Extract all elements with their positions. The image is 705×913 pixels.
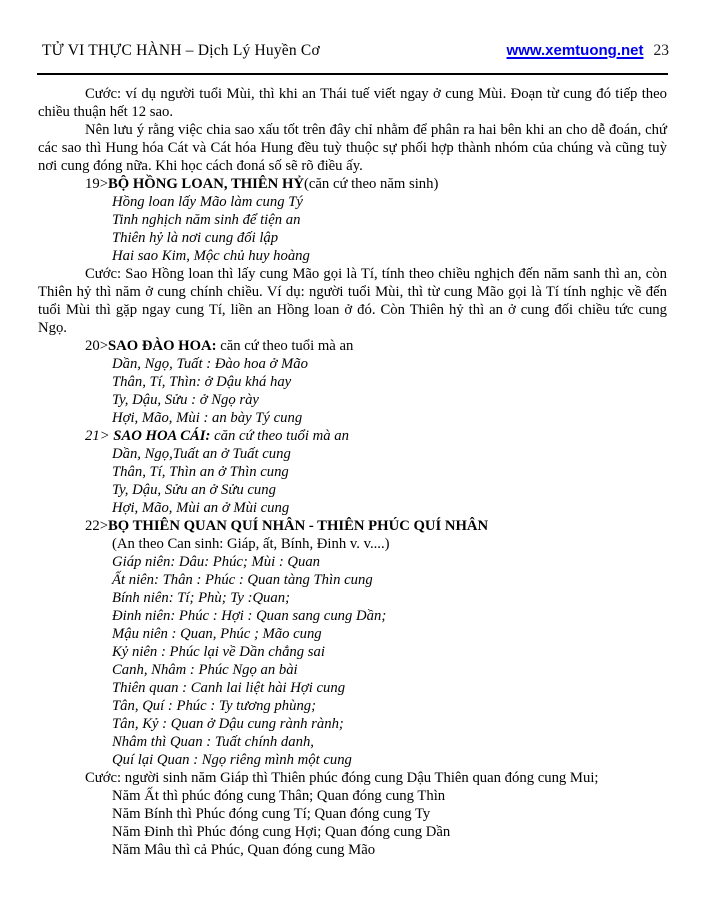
website-link[interactable]: www.xemtuong.net bbox=[506, 42, 644, 59]
verse-line bbox=[112, 391, 667, 409]
text-segment: Hai sao Kim, Mộc chủ huy hoàng bbox=[112, 248, 310, 264]
text-segment: căn cứ theo tuổi mà an bbox=[210, 428, 349, 444]
text-segment: căn cứ theo tuổi mà an bbox=[216, 338, 354, 354]
verse-line bbox=[112, 499, 667, 517]
header-right bbox=[507, 42, 669, 60]
text-segment: Thiên hỷ là nơi cung đối lập bbox=[112, 230, 279, 246]
verse-line bbox=[112, 751, 667, 769]
verse-line bbox=[112, 193, 667, 211]
verse-line bbox=[112, 571, 667, 589]
text-segment: Thiên quan : Canh lai liệt hài Hợi cung bbox=[112, 680, 346, 696]
section-heading-22 bbox=[38, 517, 667, 535]
text-segment: Nhâm thì Quan : Tuất chính danh, bbox=[112, 734, 314, 750]
text-segment: Tinh nghịch năm sinh để tiện an bbox=[112, 212, 301, 228]
text-segment: 22> bbox=[85, 518, 108, 534]
text-segment: Quí lại Quan : Ngọ riêng mình một cung bbox=[112, 752, 352, 768]
text-segment: Hồng loan lấy Mão làm cung Tý bbox=[112, 194, 303, 210]
paragraph bbox=[38, 265, 667, 337]
section-heading-19 bbox=[38, 175, 667, 193]
verse-line bbox=[112, 481, 667, 499]
page-number: 23 bbox=[653, 42, 669, 59]
text-segment: Năm Mâu thì cả Phúc, Quan đóng cung Mão bbox=[112, 842, 376, 858]
text-segment: Ty, Dậu, Sửu : ở Ngọ rày bbox=[112, 392, 259, 408]
verse-line bbox=[112, 445, 667, 463]
text-segment: SAO ĐÀO HOA: bbox=[107, 338, 217, 354]
text-segment: BỌ THIÊN QUAN QUÍ NHÂN - THIÊN PHÚC QUÍ NHÂN bbox=[107, 518, 489, 534]
verse-line bbox=[112, 733, 667, 751]
text-segment: Kỷ niên : Phúc lại về Dần chẳng sai bbox=[112, 644, 325, 660]
text-segment: Nên lưu ý rằng việc chia sao xấu tốt trên đây chỉ nhằm để phân ra hai bên khi an cho dễ đoán, chứ các sao thì Hung hóa Cát và Cát hóa Hung đều tuỳ thuộc sự phối hợp thành nhóm của chúng và cũng tuỳ nơi cung đóng nữa. Khi học cách đoná số sẽ rõ điều ấy. bbox=[38, 122, 667, 174]
text-segment: Giáp niên: Dâu: Phúc; Mùi : Quan bbox=[112, 554, 321, 570]
verse-line bbox=[112, 355, 667, 373]
note-line bbox=[112, 805, 667, 823]
note-line bbox=[112, 823, 667, 841]
text-segment: Tân, Quí : Phúc : Ty tương phùng; bbox=[112, 698, 317, 714]
verse-line bbox=[112, 643, 667, 661]
text-segment: Dần, Ngọ, Tuất : Đào hoa ở Mão bbox=[112, 356, 308, 372]
text-segment: (căn cứ theo năm sinh) bbox=[304, 176, 439, 192]
text-segment: 21> bbox=[85, 428, 114, 444]
text-segment: Năm Bính thì Phúc đóng cung Tí; Quan đóng cung Ty bbox=[112, 806, 431, 822]
text-segment: 19> bbox=[85, 176, 108, 192]
verse-line bbox=[112, 211, 667, 229]
text-segment: 20> bbox=[85, 338, 108, 354]
text-segment: Mậu niên : Quan, Phúc ; Mão cung bbox=[112, 626, 322, 642]
verse-line bbox=[112, 607, 667, 625]
text-segment: Dần, Ngọ,Tuất an ở Tuất cung bbox=[112, 446, 291, 462]
text-segment: SAO HOA CÁI: bbox=[113, 428, 211, 444]
text-segment: BỘ HỒNG LOAN, THIÊN HỶ bbox=[107, 176, 304, 192]
verse-line bbox=[112, 409, 667, 427]
verse-line bbox=[112, 625, 667, 643]
text-segment: Cước: người sinh năm Giáp thì Thiên phúc đóng cung Dậu Thiên quan đóng cung Mui; bbox=[85, 770, 599, 786]
verse-line bbox=[112, 589, 667, 607]
verse-line bbox=[112, 715, 667, 733]
text-segment: Bính niên: Tí; Phù; Ty :Quan; bbox=[112, 590, 290, 606]
verse-line bbox=[112, 373, 667, 391]
note-line bbox=[112, 841, 667, 859]
section-heading-21 bbox=[38, 427, 667, 445]
page-header bbox=[42, 42, 669, 60]
verse-line bbox=[112, 661, 667, 679]
text-segment: Năm Ất thì phúc đóng cung Thân; Quan đóng cung Thìn bbox=[112, 788, 446, 804]
note-line bbox=[112, 787, 667, 805]
verse-line bbox=[112, 463, 667, 481]
text-segment: Năm Đinh thì Phúc đóng cung Hợi; Quan đóng cung Dần bbox=[112, 824, 451, 840]
text-segment: Cước: Sao Hồng loan thì lấy cung Mão gọi là Tí, tính theo chiều nghịch đến năm sanh thì an, còn Thiên hỷ thì năm ở cung chính chiều. Ví dụ: người tuổi Mùi, thì từ cung Mão gọi là Tí tính nghịc về đến tuổi Mùi thì gặp ngay cung Tí, liền an Hồng loan ở đó. Còn Thiên hỷ thì an ở cung đối chiều tức cung Ngọ. bbox=[38, 266, 667, 336]
verse-line bbox=[112, 553, 667, 571]
header-rule bbox=[37, 73, 668, 75]
paragraph bbox=[38, 769, 667, 787]
text-segment: Thân, Tí, Thìn: ở Dậu khá hay bbox=[112, 374, 292, 390]
paragraph bbox=[38, 85, 667, 121]
note-line bbox=[112, 535, 667, 553]
text-segment: Hợi, Mão, Mùi an ở Mùi cung bbox=[112, 500, 290, 516]
text-segment: Cước: ví dụ người tuổi Mùi, thì khi an Thái tuế viết ngay ở cung Mùi. Đoạn từ cung đó tiếp theo chiều thuận hết 12 sao. bbox=[38, 86, 667, 120]
document-title: TỬ VI THỰC HÀNH – Dịch Lý Huyền Cơ bbox=[42, 42, 320, 59]
text-segment: Ty, Dậu, Sửu an ở Sửu cung bbox=[112, 482, 276, 498]
verse-line bbox=[112, 229, 667, 247]
verse-line bbox=[112, 679, 667, 697]
text-segment: Hợi, Mão, Mùi : an bày Tý cung bbox=[112, 410, 303, 426]
verse-line bbox=[112, 247, 667, 265]
text-segment: Canh, Nhâm : Phúc Ngọ an bài bbox=[112, 662, 298, 678]
paragraph bbox=[38, 121, 667, 175]
text-segment: Đinh niên: Phúc : Hợi : Quan sang cung Dần; bbox=[112, 608, 387, 624]
document-body bbox=[38, 85, 667, 859]
section-heading-20 bbox=[38, 337, 667, 355]
text-segment: Thân, Tí, Thìn an ở Thìn cung bbox=[112, 464, 289, 480]
text-segment: (An theo Can sinh: Giáp, ất, Bính, Đinh v. v....) bbox=[112, 536, 390, 552]
text-segment: Tân, Kỷ : Quan ở Dậu cung rành rành; bbox=[112, 716, 344, 732]
text-segment: Ất niên: Thân : Phúc : Quan tàng Thìn cung bbox=[112, 572, 373, 588]
verse-line bbox=[112, 697, 667, 715]
